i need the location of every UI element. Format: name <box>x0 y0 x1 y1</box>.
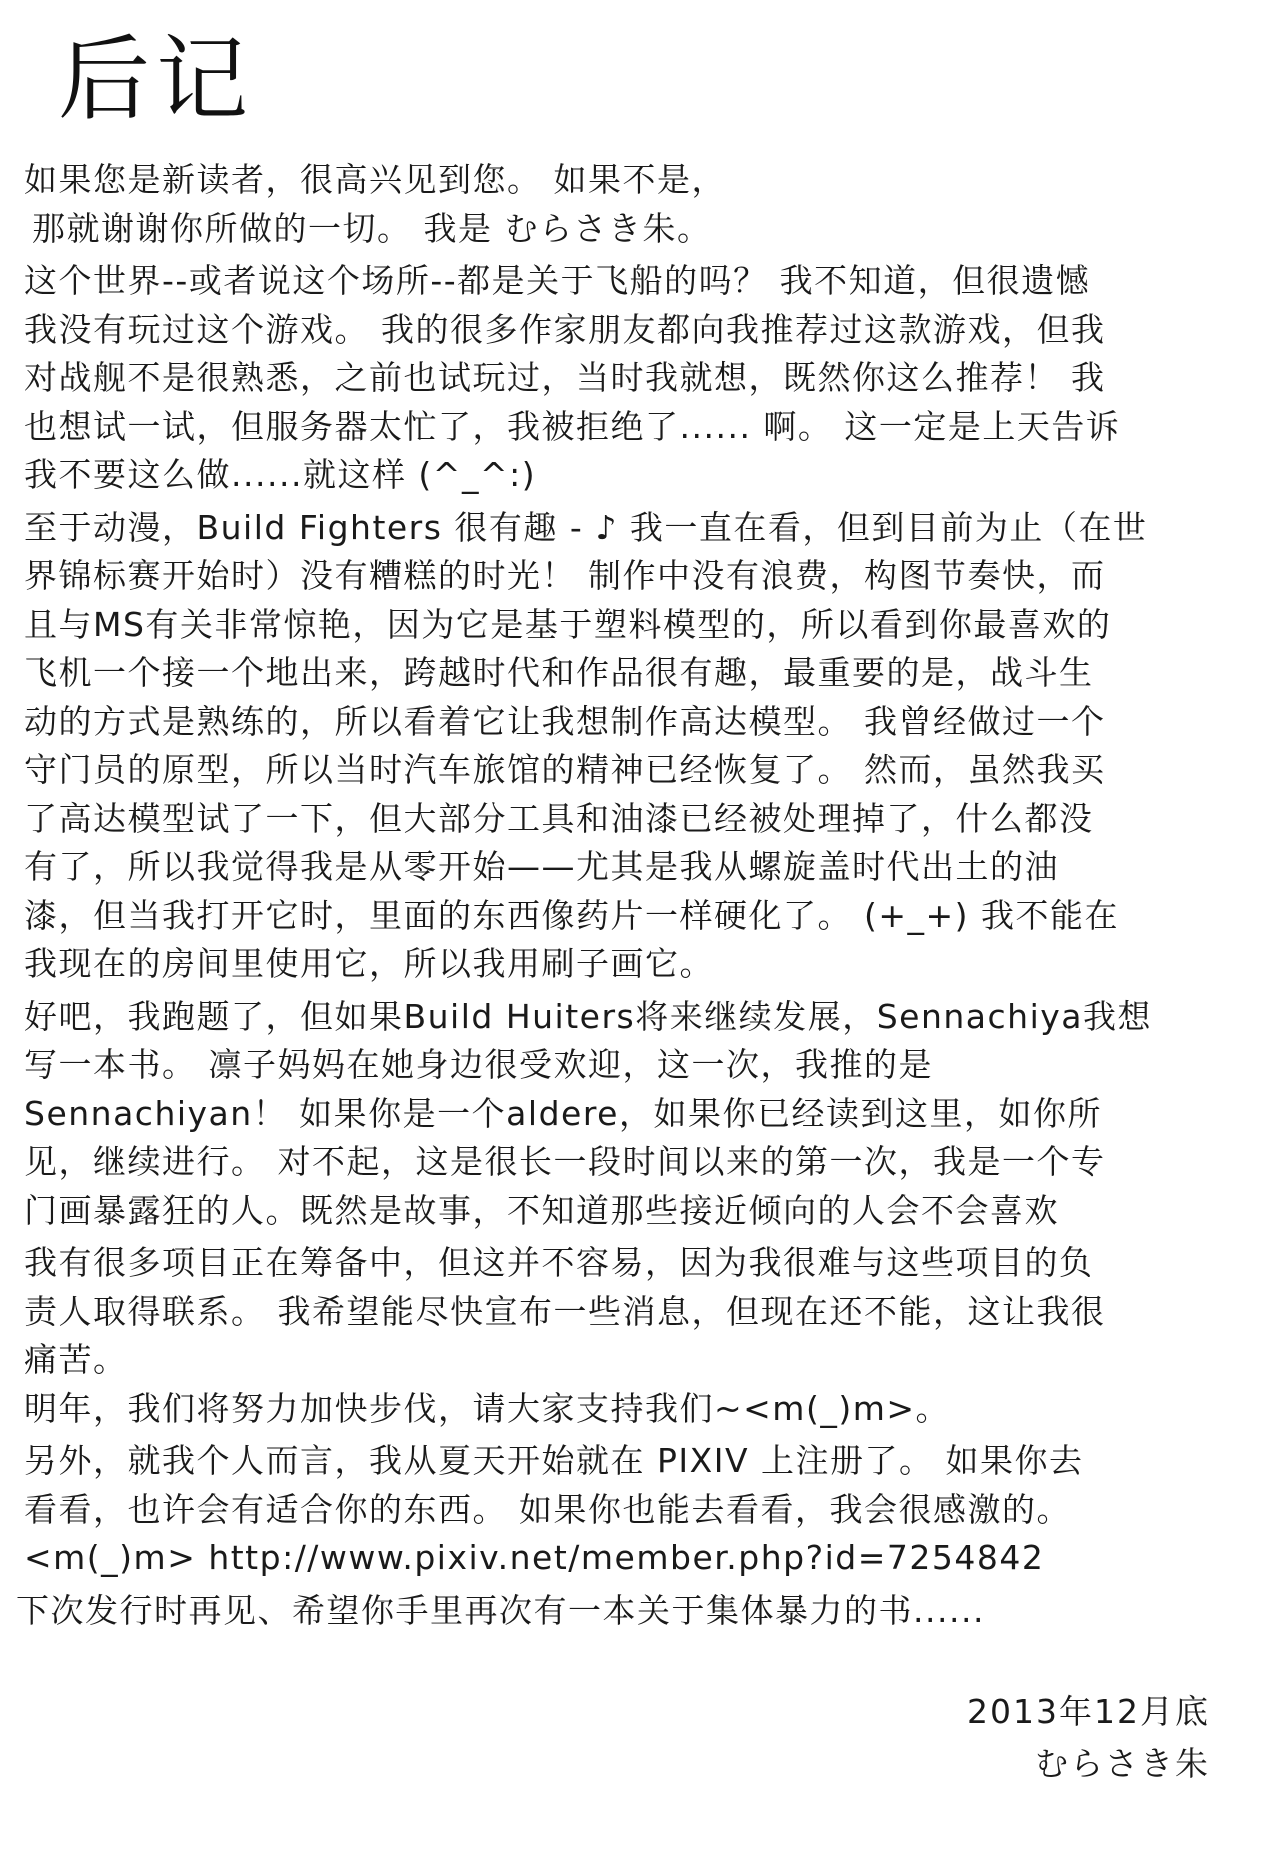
text-line: 了高达模型试了一下，但大部分工具和油漆已经被处理掉了，什么都没 <box>24 798 1094 838</box>
text-line: 门画暴露狂的人。既然是故事，不知道那些接近倾向的人会不会喜欢 <box>24 1190 1059 1230</box>
text-line: 如果您是新读者，很高兴见到您。 如果不是， <box>24 160 726 199</box>
text-line: 见，继续进行。 对不起，这是很长一段时间以来的第一次，我是一个专 <box>24 1142 1106 1181</box>
page-title: 后记 <box>58 26 255 133</box>
text-line: 看看，也许会有适合你的东西。 如果你也能去看看，我会很感激的。 <box>24 1489 1071 1529</box>
text-line: 至于动漫，Build Fighters 很有趣 - ♪ 我一直在看，但到目前为止（在世 <box>24 507 1148 547</box>
paragraph-book-plan <box>24 993 1264 1236</box>
paragraph-game <box>24 257 1264 500</box>
text-line: 守门员的原型，所以当时汽车旅馆的精神已经恢复了。 然而，虽然我买 <box>24 750 1106 789</box>
text-line: 我没有玩过这个游戏。 我的很多作家朋友都向我推荐过这款游戏，但我 <box>24 309 1106 349</box>
text-line: 飞机一个接一个地出来，跨越时代和作品很有趣，最重要的是，战斗生 <box>24 653 1094 692</box>
paragraph-projects <box>24 1239 1264 1433</box>
text-line: 好吧，我跑题了，但如果Build Huiters将来继续发展，Sennachiya我想 <box>24 996 1153 1036</box>
signature-author: むらさき朱 <box>1035 1744 1210 1783</box>
text-line: 明年，我们将努力加快步伐，请大家支持我们~<m(_)m>。 <box>24 1388 950 1428</box>
text-line: 我不要这么做......就这样 (^_^:) <box>24 455 537 494</box>
signature-block <box>967 1686 1210 1790</box>
paragraph-pixiv <box>24 1437 1264 1583</box>
text-line: 责人取得联系。 我希望能尽快宣布一些消息，但现在还不能，这让我很 <box>24 1291 1106 1331</box>
text-line: 且与MS有关非常惊艳，因为它是基于塑料模型的，所以看到你最喜欢的 <box>24 604 1112 644</box>
text-line: 漆，但当我打开它时，里面的东西像药片一样硬化了。 (+_+) 我不能在 <box>24 895 1120 935</box>
text-line: Sennachiyan！ 如果你是一个aldere，如果你已经读到这里，如你所 <box>24 1093 1102 1133</box>
text-line: 有了，所以我觉得我是从零开始——尤其是我从螺旋盖时代出土的油 <box>24 847 1059 886</box>
text-line: 动的方式是熟练的，所以看着它让我想制作高达模型。 我曾经做过一个 <box>24 701 1106 741</box>
pixiv-link-line: <m(_)m> http://www.pixiv.net/member.php?id=7254842 <box>24 1538 1045 1577</box>
afterword-body <box>16 156 1264 1639</box>
text-line: 这个世界--或者说这个场所--都是关于飞船的吗？ 我不知道，但很遗憾 <box>24 261 1091 300</box>
text-line: 那就谢谢你所做的一切。 我是 むらさき朱。 <box>32 208 712 248</box>
paragraph-closing <box>16 1587 1264 1636</box>
paragraph-anime <box>24 504 1264 989</box>
signature-date: 2013年12月底 <box>967 1692 1210 1731</box>
text-line: 我有很多项目正在筹备中，但这并不容易，因为我很难与这些项目的负 <box>24 1243 1094 1282</box>
paragraph-greeting <box>24 156 1264 253</box>
text-line: 我现在的房间里使用它，所以我用刷子画它。 <box>24 944 714 983</box>
text-line: 另外，就我个人而言，我从夏天开始就在 PIXIV 上注册了。 如果你去 <box>24 1441 1084 1480</box>
text-line: 对战舰不是很熟悉，之前也试玩过，当时我就想，既然你这么推荐！ 我 <box>24 358 1106 397</box>
text-line: 下次发行时再见、希望你手里再次有一本关于集体暴力的书...... <box>16 1590 985 1630</box>
text-line: 界锦标赛开始时）没有糟糕的时光！ 制作中没有浪费，构图节奏快，而 <box>24 556 1106 595</box>
text-line: 写一本书。 凛子妈妈在她身边很受欢迎，这一次，我推的是 <box>24 1045 933 1084</box>
text-line: 痛苦。 <box>24 1340 128 1379</box>
text-line: 也想试一试，但服务器太忙了，我被拒绝了...... 啊。 这一定是上天告诉 <box>24 406 1121 446</box>
